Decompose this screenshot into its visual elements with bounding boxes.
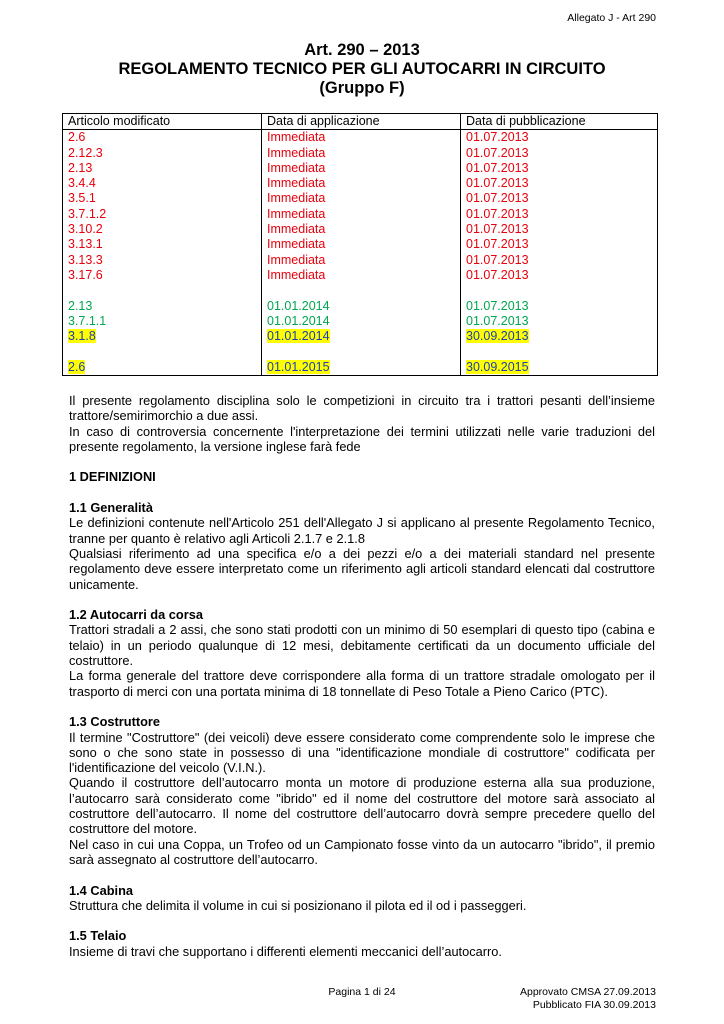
table-cell: 01.01.2014 (267, 313, 330, 328)
table-cell: Immediata (267, 176, 326, 191)
table-cell: Immediata (267, 191, 326, 206)
table-cell: Immediata (267, 252, 326, 267)
intro-paragraph-1: Il presente regolamento disciplina solo le competizioni in circuito tra i trattori pesanti dell’insieme trattore/semirimorchio a due assi. (69, 393, 655, 424)
paragraph: Nel caso in cui una Coppa, un Trofeo od un Campionato fosse vinto da un autocarro "ibrido", il premio sarà assegnato al costruttore dell’autocarro. (69, 836, 655, 867)
paragraph: Il termine "Costruttore" (dei veicoli) deve essere considerato come comprendente solo le imprese che sono o che sono state in possesso di una "identificazione mondiale di costruttore" codificata per l'identificazione del veicolo (V.I.N.). (69, 729, 655, 776)
table-cell: 01.07.2013 (466, 145, 529, 160)
table-body-row (63, 130, 658, 376)
table-cell-highlighted: 01.01.2014 (267, 329, 330, 344)
table-header-row (63, 114, 658, 130)
table-cell: 2.13 (68, 298, 93, 313)
table-cell: 01.07.2013 (466, 160, 529, 175)
title-line-3: (Gruppo F) (319, 79, 405, 97)
table-cell: 01.07.2013 (466, 237, 529, 252)
title-line-2: REGOLAMENTO TECNICO PER GLI AUTOCARRI IN CIRCUITO (118, 60, 606, 78)
table-cell: 3.5.1 (68, 191, 96, 206)
paragraph: Quando il costruttore dell’autocarro monta un motore di produzione esterna alla sua produzione, l’autocarro sarà considerato come "ibrido" ed il nome del costruttore del motore sarà associato al costruttore dell’autocarro. Il nome del costruttore dell’autocarro dovrà sempre precedere quello del costruttore del motore. (69, 775, 655, 837)
table-cell-highlighted: 01.01.2015 (267, 359, 330, 374)
spacer (466, 344, 652, 359)
table-cell: Immediata (267, 237, 326, 252)
spacer (68, 344, 256, 359)
column-applicazione (262, 130, 461, 376)
table-cell: 01.07.2013 (466, 176, 529, 191)
table-cell: Immediata (267, 206, 326, 221)
column-pubblicazione (461, 130, 658, 376)
spacer (267, 283, 455, 298)
table-cell: 3.10.2 (68, 222, 103, 237)
table-cell: Immediata (267, 222, 326, 237)
table-cell: 01.07.2013 (466, 313, 529, 328)
page-number: Pagina 1 di 24 (328, 986, 396, 998)
table-cell: Immediata (267, 145, 326, 160)
table-cell: 01.01.2014 (267, 298, 330, 313)
table-cell: 01.07.2013 (466, 191, 529, 206)
paragraph: Insieme di travi che supportano i differenti elementi meccanici dell’autocarro. (69, 943, 502, 959)
paragraph: La forma generale del trattore deve corrispondere alla forma di un trattore stradale omologato per il trasporto di merci con una portata minima di 18 tonnellate di Peso Totale a Pieno Carico (PTC). (69, 668, 655, 699)
paragraph: Qualsiasi riferimento ad una specifica e/o a dei pezzi e/o a dei materiali standard nel presente regolamento deve essere interpretato come un riferimento agli articoli standard elencati dal costruttore unicamente. (69, 545, 655, 592)
section-heading-1-1: 1.1 Generalità (69, 500, 153, 516)
table-cell: 3.7.1.2 (68, 206, 107, 221)
spacer (68, 283, 256, 298)
header-pubblicazione: Data di pubblicazione (461, 114, 658, 130)
section-heading-1-4: 1.4 Cabina (69, 882, 134, 898)
document-body (69, 393, 655, 959)
spacer (267, 344, 455, 359)
table-cell: 01.07.2013 (466, 222, 529, 237)
section-heading-1: 1 DEFINIZIONI (69, 469, 156, 485)
table-cell: 3.17.6 (68, 267, 103, 282)
table-cell-highlighted: 3.1.8 (68, 329, 96, 344)
paragraph: Trattori stradali a 2 assi, che sono stati prodotti con un minimo di 50 esemplari di questo tipo (cabina e telaio) in un periodo qualunque di 12 mesi, debitamente certificati da un documento ufficiale del costruttore. (69, 622, 655, 669)
footer-approval (520, 986, 656, 1012)
table-cell: 01.07.2013 (466, 252, 529, 267)
title-line-1: Art. 290 – 2013 (304, 41, 420, 59)
table-cell: 01.07.2013 (466, 267, 529, 282)
table-cell: 01.07.2013 (466, 130, 529, 145)
spacer (466, 283, 652, 298)
table-cell: 2.12.3 (68, 145, 103, 160)
table-cell: Immediata (267, 130, 326, 145)
table-cell: 3.13.1 (68, 237, 103, 252)
table-cell: 01.07.2013 (466, 206, 529, 221)
table-cell: 2.13 (68, 160, 93, 175)
approved-line: Approvato CMSA 27.09.2013 (519, 986, 656, 998)
table-cell: 3.13.3 (68, 252, 103, 267)
table-cell-highlighted: 30.09.2013 (466, 329, 529, 344)
table-cell-highlighted: 2.6 (68, 359, 86, 374)
section-heading-1-3: 1.3 Costruttore (69, 714, 161, 730)
document-title (0, 41, 724, 98)
published-line: Pubblicato FIA 30.09.2013 (532, 999, 656, 1011)
paragraph: Le definizioni contenute nell'Articolo 251 dell'Allegato J si applicano al presente Regolamento Tecnico, tranne per quanto è relativo agli Articoli 2.1.7 e 2.1.8 (69, 515, 655, 546)
section-heading-1-5: 1.5 Telaio (69, 928, 127, 944)
table-cell: 3.4.4 (68, 176, 96, 191)
table-cell-highlighted: 30.09.2015 (466, 359, 529, 374)
column-articolo (63, 130, 262, 376)
running-header: Allegato J - Art 290 (567, 12, 656, 24)
table-cell: Immediata (267, 160, 326, 175)
table-cell: 2.6 (68, 130, 86, 145)
table-cell: 3.7.1.1 (68, 313, 107, 328)
header-applicazione: Data di applicazione (262, 114, 461, 130)
table-cell: 01.07.2013 (466, 298, 529, 313)
header-articolo: Articolo modificato (63, 114, 262, 130)
section-heading-1-2: 1.2 Autocarri da corsa (69, 607, 203, 623)
intro-paragraph-2: In caso di controversia concernente l'interpretazione dei termini utilizzati nelle varie traduzioni del presente regolamento, la versione inglese farà fede (69, 423, 655, 454)
modifications-table (62, 113, 658, 376)
paragraph: Struttura che delimita il volume in cui si posizionano il pilota ed il od i passeggeri. (69, 897, 527, 913)
table-cell: Immediata (267, 267, 326, 282)
